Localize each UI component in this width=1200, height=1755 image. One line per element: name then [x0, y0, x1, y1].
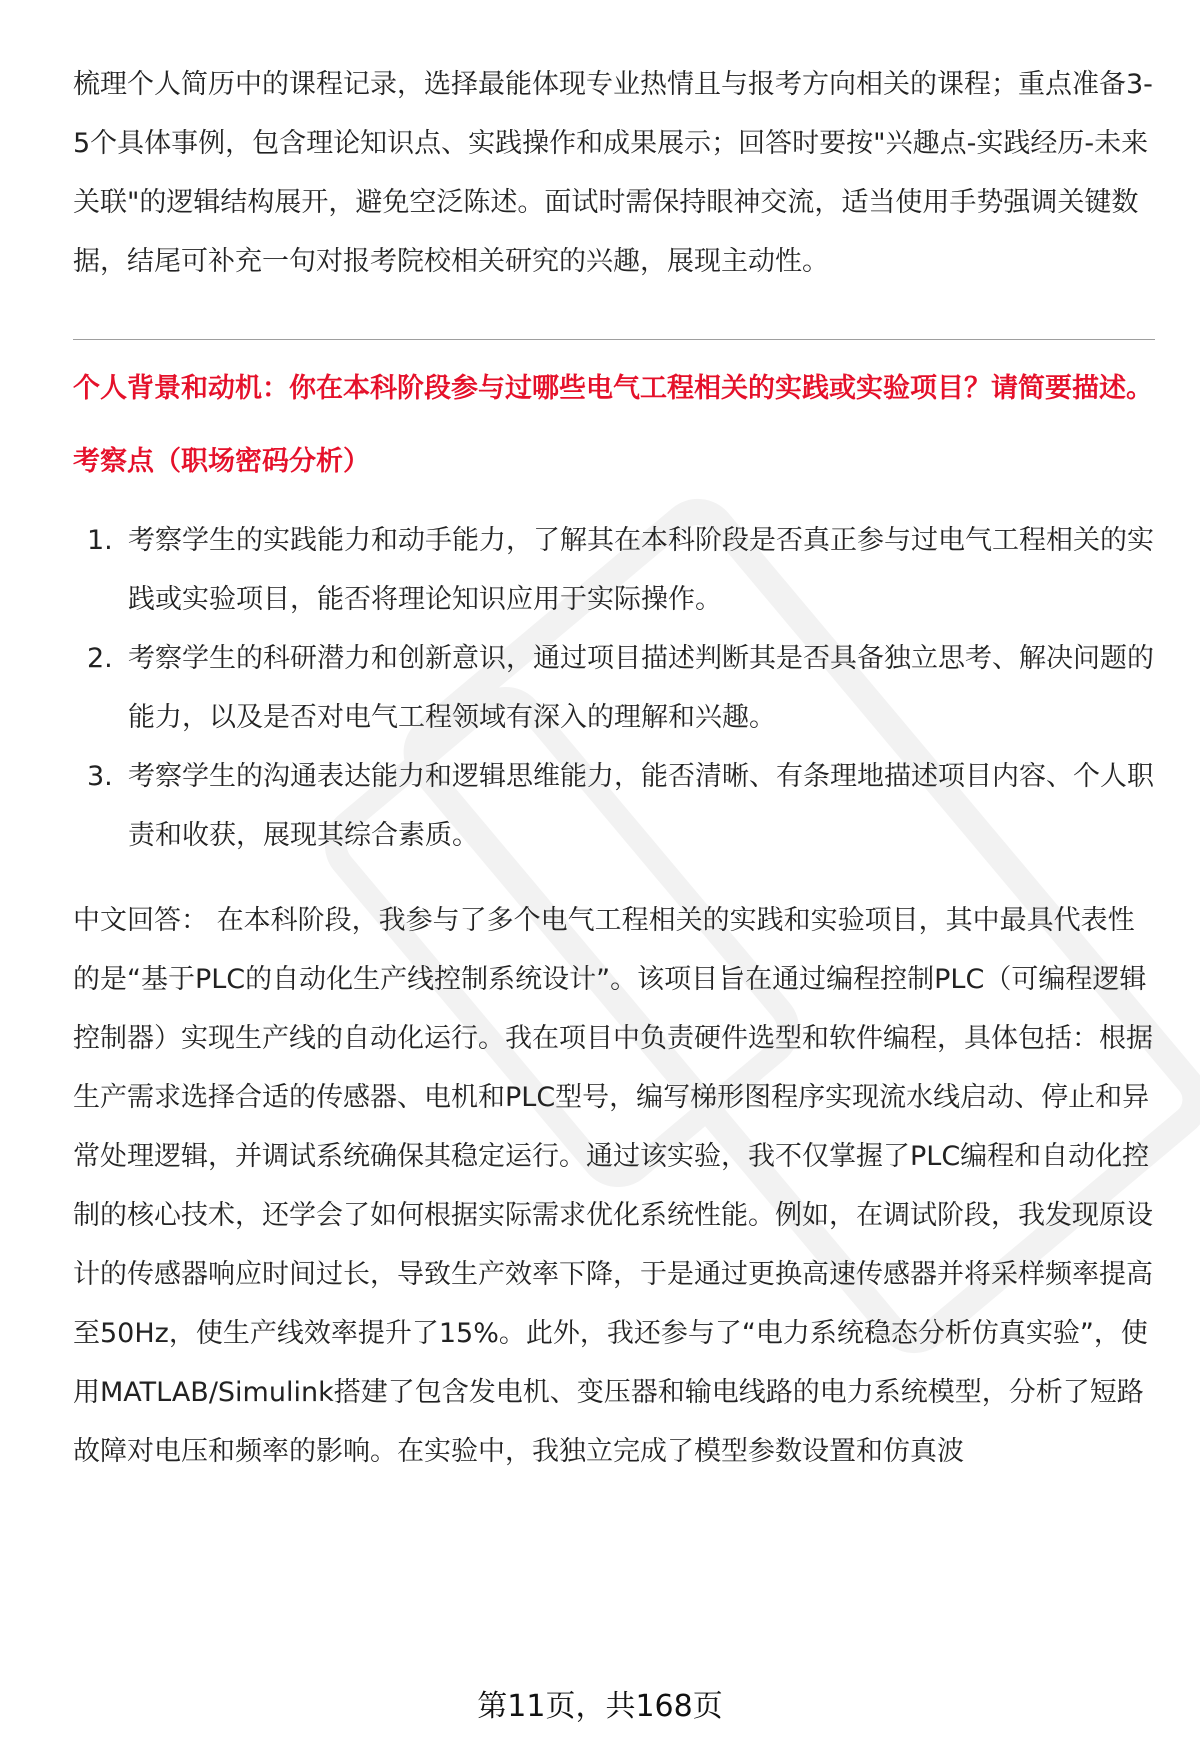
intro-paragraph: 梳理个人简历中的课程记录，选择最能体现专业热情且与报考方向相关的课程；重点准备3-5个具体事例，包含理论知识点、实践操作和成果展示；回答时要按"兴趣点-实践经历-未来关联"的逻辑结构展开，避免空泛陈述。面试时需保持眼神交流，适当使用手势强调关键数据，结尾可补充一句对报考院校相关研究的兴趣，展现主动性。	[73, 69, 1153, 277]
list-item-number: 3.	[87, 761, 113, 792]
assessment-list	[73, 511, 1155, 865]
list-item	[73, 747, 1155, 865]
list-item-text: 考察学生的实践能力和动手能力，了解其在本科阶段是否真正参与过电气工程相关的实践或实验项目，能否将理论知识应用于实际操作。	[128, 525, 1154, 615]
page-footer: 第11页，共168页	[477, 1689, 723, 1724]
answer-paragraph: 中文回答： 在本科阶段，我参与了多个电气工程相关的实践和实验项目，其中最具代表性的是“基于PLC的自动化生产线控制系统设计”。该项目旨在通过编程控制PLC（可编程逻辑控制器）实现生产线的自动化运行。我在项目中负责硬件选型和软件编程，具体包括：根据生产需求选择合适的传感器、电机和PLC型号，编写梯形图程序实现流水线启动、停止和异常处理逻辑，并调试系统确保其稳定运行。通过该实验，我不仅掌握了PLC编程和自动化控制的核心技术，还学会了如何根据实际需求优化系统性能。例如，在调试阶段，我发现原设计的传感器响应时间过长，导致生产效率下降，于是通过更换高速传感器并将采样频率提高至50Hz，使生产线效率提升了15%。此外，我还参与了“电力系统稳态分析仿真实验”，使用MATLAB/Simulink搭建了包含发电机、变压器和输电线路的电力系统模型，分析了短路故障对电压和频率的影响。在实验中，我独立完成了模型参数设置和仿真波	[73, 905, 1153, 1467]
list-item-text: 考察学生的科研潜力和创新意识，通过项目描述判断其是否具备独立思考、解决问题的能力，以及是否对电气工程领域有深入的理解和兴趣。	[128, 643, 1154, 733]
divider	[73, 339, 1155, 340]
page-content	[73, 55, 1155, 1481]
list-item-text: 考察学生的沟通表达能力和逻辑思维能力，能否清晰、有条理地描述项目内容、个人职责和收获，展现其综合素质。	[128, 761, 1154, 851]
list-item-number: 1.	[87, 525, 113, 556]
list-item	[73, 511, 1155, 629]
question-heading: 个人背景和动机：你在本科阶段参与过哪些电气工程相关的实践或实验项目？请简要描述。	[73, 373, 1153, 404]
list-item-number: 2.	[87, 643, 113, 674]
list-item	[73, 629, 1155, 747]
assessment-heading: 考察点（职场密码分析）	[73, 446, 370, 477]
